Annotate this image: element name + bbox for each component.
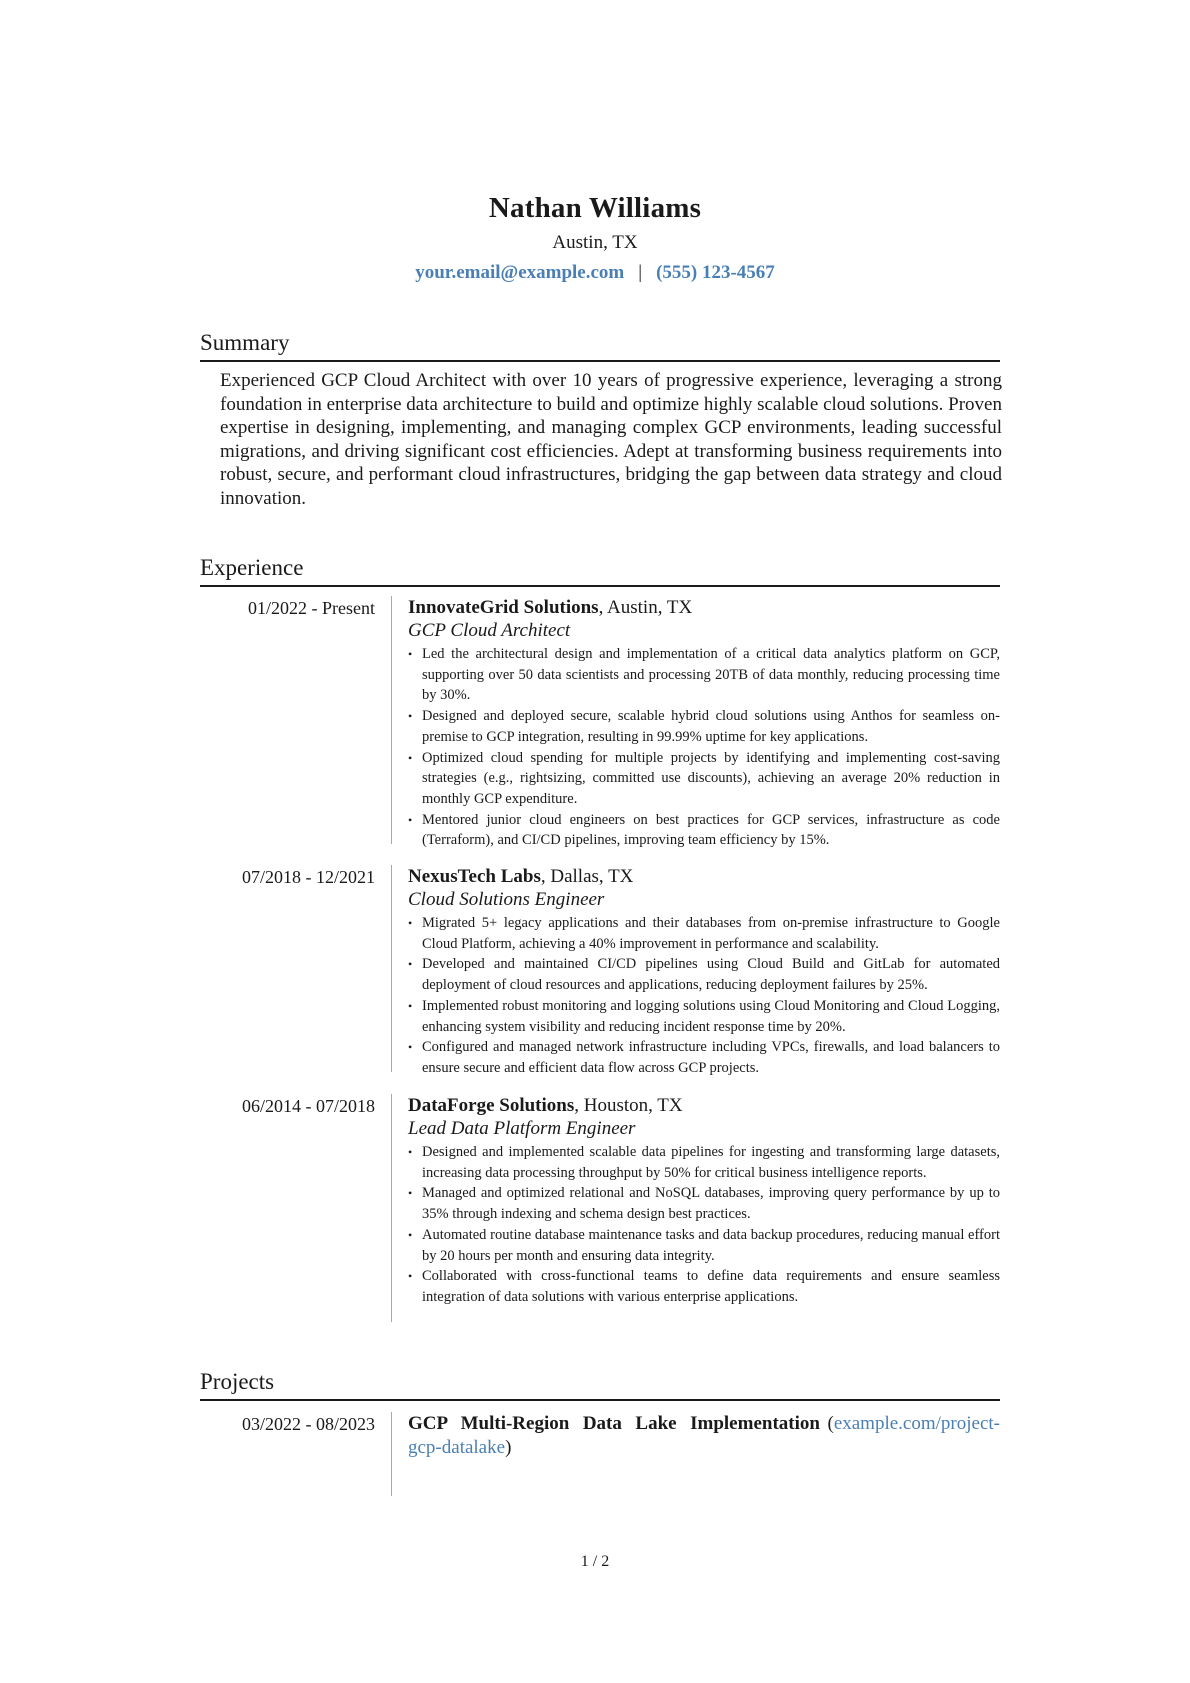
company-name: NexusTech Labs xyxy=(408,866,541,887)
timeline-line xyxy=(391,1412,392,1496)
resume-header xyxy=(0,190,1190,286)
entry-org xyxy=(408,1094,1000,1118)
job-title: GCP Cloud Architect xyxy=(408,620,571,641)
project-dates: 03/2022 - 08/2023 xyxy=(242,1414,375,1434)
achievement-list xyxy=(408,644,1000,851)
project-title-line xyxy=(408,1412,1000,1460)
projects-rule xyxy=(200,1399,1000,1401)
achievement-item: • Automated routine database maintenance tasks and data backup procedures, reducing manual effort by 20 hours per month and ensuring data integrity. xyxy=(408,1225,1000,1266)
entry-org xyxy=(408,865,1000,889)
achievement-item: • Migrated 5+ legacy applications and their databases from on-premise infrastructure to Google Cloud Platform, achieving a 40% improvement in performance and scalability. xyxy=(408,913,1000,954)
page-number: 1 / 2 xyxy=(580,1553,610,1570)
candidate-location: Austin, TX xyxy=(552,232,638,253)
achievement-item: • Implemented robust monitoring and logging solutions using Cloud Monitoring and Cloud Logging, enhancing system visibility and reducing incident response time by 20%. xyxy=(408,996,1000,1037)
projects-heading: Projects xyxy=(200,1369,275,1394)
achievement-item: • Developed and maintained CI/CD pipelines using Cloud Build and GitLab for automated deployment of cloud resources and applications, reducing deployment failures by 25%. xyxy=(408,954,1000,995)
link-open-paren: ( xyxy=(819,1413,834,1434)
candidate-name: Nathan Williams xyxy=(488,192,702,224)
achievement-item: • Designed and implemented scalable data pipelines for ingesting and transforming large datasets, increasing data processing throughput by 50% for critical business intelligence reports. xyxy=(408,1142,1000,1183)
contact-separator: | xyxy=(638,262,643,283)
timeline-line xyxy=(391,596,392,844)
achievement-list xyxy=(408,1142,1000,1308)
entry-body xyxy=(408,865,1000,1079)
achievement-item: • Collaborated with cross-functional teams to define data requirements and ensure seamless integration of data solutions with various enterprise applications. xyxy=(408,1266,1000,1307)
summary-rule xyxy=(200,360,1000,362)
achievement-item: • Led the architectural design and implementation of a critical data analytics platform on GCP, supporting over 50 data scientists and processing 20TB of data monthly, reducing processing time by 30%. xyxy=(408,644,1000,706)
project-name: GCP Multi-Region Data Lake Implementation xyxy=(408,1413,820,1434)
entry-body xyxy=(408,596,1000,851)
company-name: InnovateGrid Solutions xyxy=(408,597,599,618)
achievement-list xyxy=(408,913,1000,1079)
timeline-line xyxy=(391,1094,392,1322)
achievement-item: • Managed and optimized relational and NoSQL databases, improving query performance by up to 35% through indexing and schema design best practices. xyxy=(408,1183,1000,1224)
entry-body xyxy=(408,1094,1000,1308)
entry-org xyxy=(408,596,1000,620)
company-location: , Austin, TX xyxy=(598,597,693,618)
achievement-item: • Designed and deployed secure, scalable hybrid cloud solutions using Anthos for seamless on-premise to GCP integration, resulting in 99.99% uptime for key applications. xyxy=(408,706,1000,747)
achievement-item: • Mentored junior cloud engineers on best practices for GCP services, infrastructure as code (Terraform), and CI/CD pipelines, improving team efficiency by 15%. xyxy=(408,810,1000,851)
timeline-line xyxy=(391,865,392,1072)
summary-heading: Summary xyxy=(200,330,290,355)
link-close-paren: ) xyxy=(505,1437,512,1458)
company-name: DataForge Solutions xyxy=(408,1095,575,1116)
experience-heading: Experience xyxy=(200,555,304,580)
phone-link[interactable]: (555) 123-4567 xyxy=(656,262,775,283)
entry-dates: 01/2022 - Present xyxy=(248,598,375,618)
company-location: , Houston, TX xyxy=(574,1095,683,1116)
achievement-item: • Configured and managed network infrastructure including VPCs, firewalls, and load balancers to ensure secure and efficient data flow across GCP projects. xyxy=(408,1037,1000,1078)
entry-dates: 06/2014 - 07/2018 xyxy=(242,1096,375,1116)
contact-line xyxy=(0,260,1190,286)
company-location: , Dallas, TX xyxy=(540,866,634,887)
project-body xyxy=(408,1412,1000,1460)
achievement-item: • Optimized cloud spending for multiple projects by identifying and implementing cost-saving strategies (e.g., rightsizing, committed use discounts), achieving an average 20% reduction in monthly GCP expenditure. xyxy=(408,748,1000,810)
project-link[interactable]: example.com/project-gcp-datalake xyxy=(408,1413,1000,1458)
entry-dates: 07/2018 - 12/2021 xyxy=(242,867,375,887)
job-title: Cloud Solutions Engineer xyxy=(408,889,605,910)
experience-rule xyxy=(200,585,1000,587)
email-link[interactable]: your.email@example.com xyxy=(415,262,625,283)
summary-text: Experienced GCP Cloud Architect with over 10 years of progressive experience, leveraging a strong foundation in enterprise data architecture to build and optimize highly scalable cloud solutions. Proven expertise in designing, implementing, and managing complex GCP environments, leading successful migrations, and driving significant cost efficiencies. Adept at transforming business requirements into robust, secure, and performant cloud infrastructures, bridging the gap between data strategy and cloud innovation. xyxy=(220,370,1002,509)
job-title: Lead Data Platform Engineer xyxy=(408,1118,636,1139)
